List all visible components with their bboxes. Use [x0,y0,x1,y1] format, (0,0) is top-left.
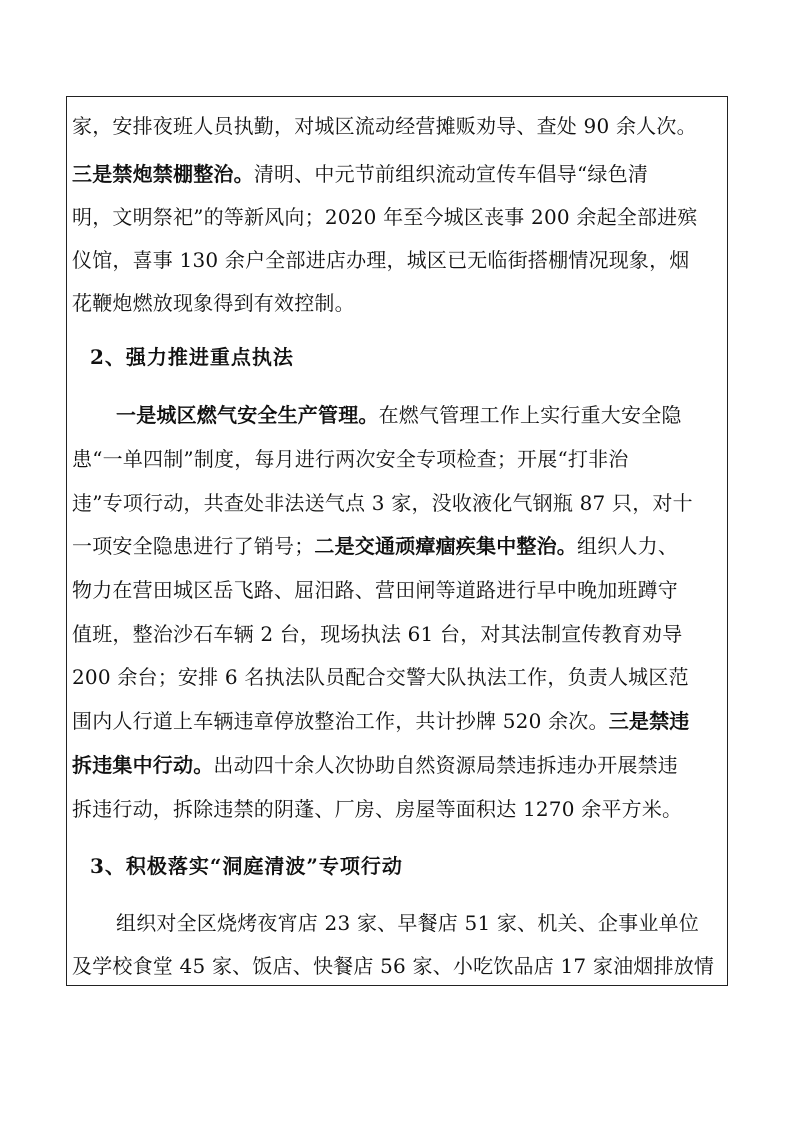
body-line-4 [72,247,690,273]
body-line-13 [72,708,690,734]
section-heading-2 [90,344,294,370]
bold-lead-traffic: 二是交通顽瘴痼疾集中整治。 [314,534,578,558]
body-line-16 [116,910,699,936]
text-span: 出动四十余人次协助自然资源局禁违拆违办开展禁违 [213,753,679,777]
body-line-9 [72,533,678,559]
body-line-10 [72,577,678,603]
heading-text: 2、强力推进重点执法 [90,345,294,369]
text-span: 及学校食堂 45 家、饭店、快餐店 56 家、小吃饮品店 17 家油烟排放情 [72,954,715,978]
body-line-15 [72,796,682,822]
body-line-7 [72,446,628,472]
body-line-2 [72,161,648,187]
text-span: 200 余台；安排 6 名执法队员配合交警大队执法工作，负责人城区范 [72,665,689,689]
body-line-11 [72,621,682,647]
text-span: 物力在营田城区岳飞路、屈汨路、营田闸等道路进行早中晚加班蹲守 [72,578,678,602]
text-span: 组织人力、 [577,534,679,558]
text-span: 花鞭炮燃放现象得到有效控制。 [72,291,355,315]
text-span: 组织对全区烧烤夜宵店 23 家、早餐店 51 家、机关、企事业单位 [116,911,699,935]
text-span: 值班，整治沙石车辆 2 台，现场执法 61 台，对其法制宣传教育劝导 [72,622,683,646]
text-span: 在燃气管理工作上实行重大安全隐 [378,403,682,427]
body-line-3 [72,204,698,230]
text-span: 清明、中元节前组织流动宣传车倡导“绿色清 [253,162,649,186]
body-line-12 [72,664,689,690]
text-span: 违”专项行动，共查处非法送气点 3 家，没收液化气钢瓶 87 只，对十 [72,491,693,515]
text-span: 一项安全隐患进行了销号； [72,534,315,558]
bold-lead-ban-firecrackers: 三是禁炮禁棚整治。 [72,162,254,186]
heading-text: 3、积极落实“洞庭清波”专项行动 [90,854,403,878]
bold-lead-demolition-2: 拆违集中行动。 [72,753,214,777]
bold-lead-gas-safety: 一是城区燃气安全生产管理。 [116,403,379,427]
body-line-8 [72,490,693,516]
text-span: 明，文明祭祀”的等新风向；2020 年至今城区丧事 200 余起全部进殡 [72,205,698,229]
section-heading-3 [90,853,403,879]
body-line-17 [72,953,714,979]
body-line-14 [72,752,678,778]
text-span: 拆违行动，拆除违禁的阴蓬、厂房、房屋等面积达 1270 余平方米。 [72,797,683,821]
body-line-5 [72,290,355,316]
text-span: 仪馆，喜事 130 余户全部进店办理，城区已无临街搭棚情况现象，烟 [72,248,690,272]
bold-lead-demolition-1: 三是禁违 [608,709,690,733]
body-line-1 [72,113,697,139]
text-span: 家，安排夜班人员执勤，对城区流动经营摊贩劝导、查处 90 余人次。 [72,114,697,138]
body-line-6 [116,402,682,428]
text-span: 患“一单四制”制度，每月进行两次安全专项检查；开展“打非治 [72,447,629,471]
text-span: 围内人行道上车辆违章停放整治工作，共计抄牌 520 余次。 [72,709,609,733]
